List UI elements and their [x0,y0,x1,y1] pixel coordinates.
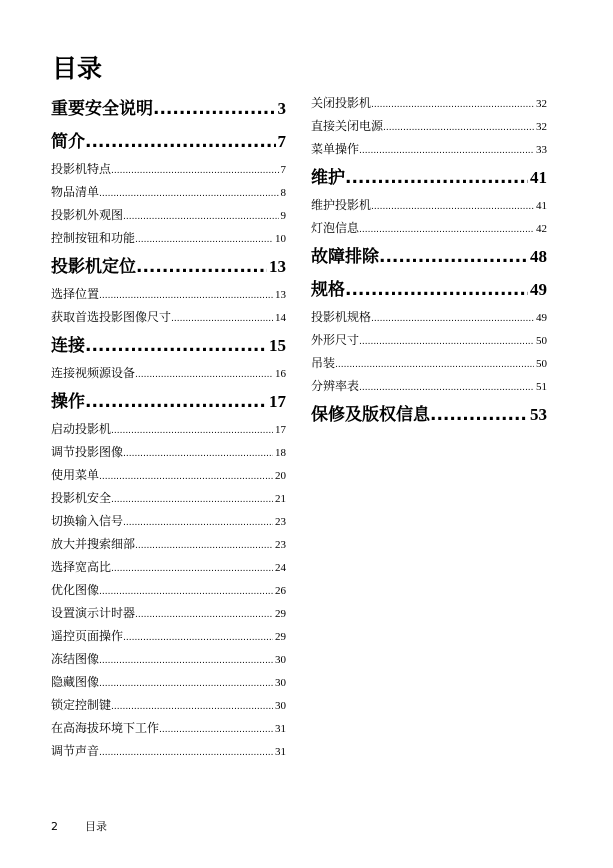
toc-entry-page: 31 [275,723,286,735]
toc-dot-leader [123,443,273,466]
toc-subsection-entry[interactable] [311,306,547,329]
toc-entry-page: 13 [275,289,286,301]
toc-dot-leader [123,206,278,229]
toc-dot-leader [99,466,273,489]
toc-subsection-entry[interactable] [51,181,286,204]
toc-entry-label: 选择宽高比 [51,560,112,574]
toc-dot-leader [85,126,276,159]
toc-subsection-entry[interactable] [311,194,547,217]
toc-subsection-entry[interactable] [51,694,286,717]
toc-entry-label: 放大并搜索细部 [51,537,136,551]
toc-subsection-entry[interactable] [311,92,547,115]
toc-dot-leader [111,558,273,581]
toc-entry-page: 7 [280,164,286,176]
toc-dot-leader [135,535,273,558]
page-footer [51,820,107,834]
toc-subsection-entry[interactable] [51,717,286,740]
toc-entry-page: 49 [530,280,547,299]
toc-dot-leader [359,219,534,242]
toc-entry-page: 23 [275,539,286,551]
toc-subsection-entry[interactable] [51,204,286,227]
toc-entry-label: 灯泡信息 [311,221,360,235]
toc-dot-leader [383,117,534,140]
toc-dot-leader [359,377,534,400]
toc-entry-page: 16 [275,368,286,380]
toc-subsection-entry[interactable] [311,329,547,352]
toc-entry-page: 31 [275,746,286,758]
toc-entry-label: 选择位置 [51,287,100,301]
toc-entry-page: 24 [275,562,286,574]
toc-entry-label: 规格 [311,280,345,300]
toc-section-entry[interactable] [311,240,547,273]
toc-entry-page: 48 [530,247,547,266]
toc-dot-leader [135,604,273,627]
toc-entry-page: 41 [536,200,547,212]
toc-entry-label: 获取首选投影图像尺寸 [51,310,172,324]
toc-entry-label: 保修及版权信息 [311,405,430,425]
toc-subsection-entry[interactable] [51,464,286,487]
toc-entry-page: 30 [275,700,286,712]
toc-entry-label: 菜单操作 [311,142,360,156]
toc-entry-page: 23 [275,516,286,528]
toc-entry-label: 投影机外观图 [51,208,124,222]
toc-subsection-entry[interactable] [51,362,286,385]
toc-entry-label: 操作 [51,392,85,412]
toc-subsection-entry[interactable] [51,556,286,579]
toc-entry-page: 53 [530,405,547,424]
toc-subsection-entry[interactable] [51,648,286,671]
toc-entry-page: 15 [269,336,286,355]
toc-entry-page: 33 [536,144,547,156]
toc-entry-page: 17 [275,424,286,436]
toc-entry-label: 遥控页面操作 [51,629,124,643]
toc-entry-page: 20 [275,470,286,482]
toc-entry-page: 21 [275,493,286,505]
toc-dot-leader [99,742,273,765]
toc-entry-label: 投影机特点 [51,162,112,176]
toc-section-entry[interactable] [51,250,286,283]
toc-dot-leader [85,386,267,419]
toc-entry-page: 50 [536,358,547,370]
toc-entry-label: 优化图像 [51,583,100,597]
toc-entry-label: 分辨率表 [311,379,360,393]
toc-entry-label: 隐藏图像 [51,675,100,689]
toc-entry-label: 在高海拔环境下工作 [51,721,160,735]
toc-entry-page: 50 [536,335,547,347]
toc-dot-leader [345,274,528,307]
toc-dot-leader [171,308,273,331]
toc-entry-label: 启动投影机 [51,422,112,436]
toc-section-entry[interactable] [311,398,547,431]
toc-dot-leader [345,162,528,195]
toc-subsection-entry[interactable] [311,138,547,161]
toc-subsection-entry[interactable] [51,306,286,329]
toc-entry-label: 锁定控制键 [51,698,112,712]
toc-entry-label: 投影机定位 [51,257,136,277]
toc-section-entry[interactable] [311,161,547,194]
toc-section-entry[interactable] [51,329,286,362]
toc-entry-page: 32 [536,121,547,133]
toc-entry-label: 连接视频源设备 [51,366,136,380]
toc-dot-leader [111,420,273,443]
toc-subsection-entry[interactable] [311,217,547,240]
toc-section-entry[interactable] [51,385,286,418]
toc-right-column [311,92,547,431]
toc-subsection-entry[interactable] [51,487,286,510]
toc-dot-leader [359,140,534,163]
toc-entry-label: 物品清单 [51,185,100,199]
toc-subsection-entry[interactable] [51,227,286,250]
toc-subsection-entry[interactable] [51,158,286,181]
toc-dot-leader [111,160,278,183]
footer-page-number: 2 [51,820,58,833]
toc-dot-leader [99,673,273,696]
toc-entry-page: 26 [275,585,286,597]
toc-entry-page: 30 [275,654,286,666]
toc-entry-label: 外形尺寸 [311,333,360,347]
toc-dot-leader [111,489,273,512]
toc-subsection-entry[interactable] [51,418,286,441]
toc-entry-page: 29 [275,608,286,620]
toc-entry-page: 51 [536,381,547,393]
toc-subsection-entry[interactable] [51,579,286,602]
toc-entry-label: 冻结图像 [51,652,100,666]
toc-subsection-entry[interactable] [311,352,547,375]
toc-entry-label: 控制按钮和功能 [51,231,136,245]
toc-entry-label: 故障排除 [311,247,379,267]
toc-dot-leader [159,719,273,742]
toc-entry-page: 29 [275,631,286,643]
toc-dot-leader [359,331,534,354]
toc-subsection-entry[interactable] [51,441,286,464]
toc-dot-leader [123,512,273,535]
toc-entry-page: 30 [275,677,286,689]
toc-subsection-entry[interactable] [51,283,286,306]
toc-dot-leader [111,696,273,719]
toc-dot-leader [153,93,276,126]
toc-subsection-entry[interactable] [51,533,286,556]
toc-left-column [51,92,286,763]
toc-subsection-entry[interactable] [51,510,286,533]
toc-dot-leader [99,581,273,604]
toc-entry-page: 10 [275,233,286,245]
toc-entry-page: 42 [536,223,547,235]
toc-entry-page: 8 [280,187,286,199]
toc-dot-leader [85,330,267,363]
footer-section: 目录 [85,820,107,833]
toc-entry-label: 关闭投影机 [311,96,372,110]
toc-entry-label: 投影机规格 [311,310,372,324]
toc-entry-page: 14 [275,312,286,324]
toc-entry-page: 3 [277,99,286,118]
toc-entry-page: 32 [536,98,547,110]
toc-subsection-entry[interactable] [51,625,286,648]
toc-entry-label: 重要安全说明 [51,99,153,119]
toc-entry-label: 切换输入信号 [51,514,124,528]
toc-section-entry[interactable] [311,273,547,306]
toc-dot-leader [99,285,273,308]
toc-entry-page: 41 [530,168,547,187]
toc-entry-page: 49 [536,312,547,324]
toc-dot-leader [99,650,273,673]
toc-entry-label: 设置演示计时器 [51,606,136,620]
toc-entry-label: 简介 [51,132,85,152]
toc-entry-label: 投影机安全 [51,491,112,505]
toc-dot-leader [135,364,273,387]
toc-subsection-entry[interactable] [51,602,286,625]
toc-dot-leader [99,183,278,206]
toc-dot-leader [335,354,534,377]
toc-entry-label: 吊装 [311,356,336,370]
toc-section-entry[interactable] [51,92,286,125]
toc-entry-label: 使用菜单 [51,468,100,482]
toc-dot-leader [430,399,528,432]
toc-dot-leader [371,196,534,219]
toc-entry-label: 连接 [51,336,85,356]
toc-section-entry[interactable] [51,125,286,158]
toc-dot-leader [371,308,534,331]
page-title: 目录 [52,54,103,83]
toc-entry-label: 维护投影机 [311,198,372,212]
toc-entry-label: 维护 [311,168,345,188]
toc-subsection-entry[interactable] [311,375,547,398]
toc-dot-leader [136,251,267,284]
toc-entry-label: 直接关闭电源 [311,119,384,133]
toc-entry-page: 7 [277,132,286,151]
toc-entry-page: 13 [269,257,286,276]
toc-entry-page: 18 [275,447,286,459]
toc-subsection-entry[interactable] [51,740,286,763]
toc-entry-label: 调节声音 [51,744,100,758]
toc-subsection-entry[interactable] [51,671,286,694]
toc-dot-leader [135,229,273,252]
toc-entry-label: 调节投影图像 [51,445,124,459]
toc-entry-page: 17 [269,392,286,411]
toc-entry-page: 9 [280,210,286,222]
toc-dot-leader [371,94,534,117]
toc-dot-leader [379,241,528,274]
toc-subsection-entry[interactable] [311,115,547,138]
toc-dot-leader [123,627,273,650]
